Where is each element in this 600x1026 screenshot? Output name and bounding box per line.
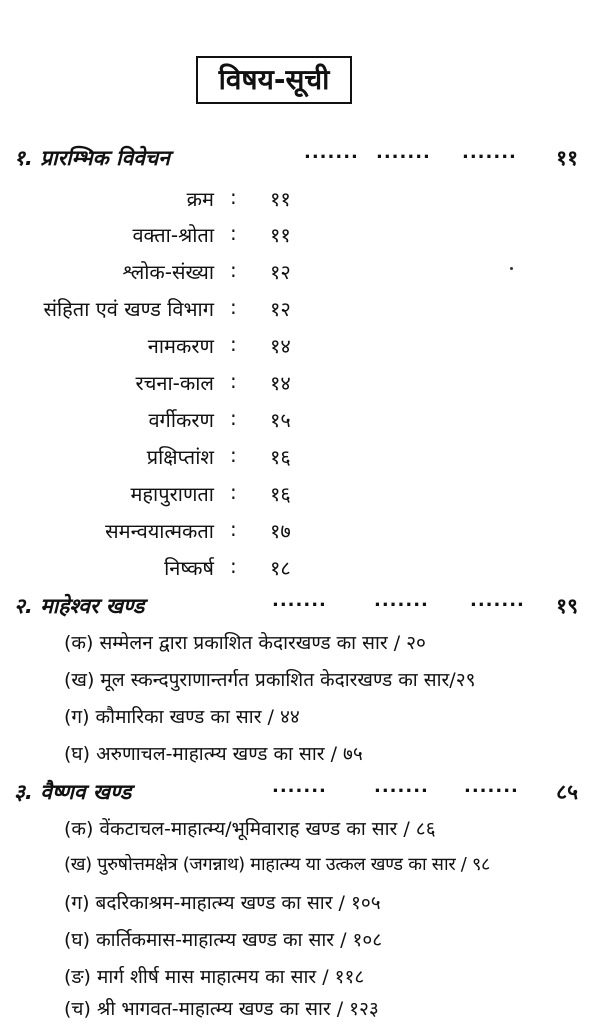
subitem-row: नामकरण : १४ — [147, 332, 291, 358]
section-2-page: १९ — [556, 594, 578, 618]
subitem-page: १४ — [270, 334, 291, 358]
subitem-label: रचना-काल — [135, 371, 214, 395]
subitem-row: समन्वयात्मकता : १७ — [105, 517, 291, 543]
subitem-row: संहिता एवं खण्ड विभाग : १२ — [43, 295, 291, 321]
leader-dots: ....... — [374, 776, 429, 797]
subitem-row: श्लोक-संख्या : १२ — [122, 258, 291, 284]
section-2-title: २. माहेश्वर खण्ड — [14, 594, 145, 618]
title-box — [196, 56, 352, 104]
section-2-heading — [0, 588, 600, 624]
subitem-page: ११ — [270, 223, 291, 247]
list-item: (ख) पुरुषोत्तमक्षेत्र (जगन्नाथ) माहात्म्य या उत्कल खण्ड का सार / ९८ — [64, 854, 491, 875]
page-title: विषय-सूची — [218, 63, 330, 96]
list-item: (ख) मूल स्कन्दपुराणान्तर्गत प्रकाशित केदारखण्ड का सार/२९ — [64, 669, 476, 691]
section-3-page: ८५ — [556, 780, 578, 804]
subitem-page: १८ — [270, 556, 291, 580]
leader-dots: ....... — [304, 142, 359, 163]
subitem-row: निष्कर्ष : १८ — [164, 554, 291, 580]
section-3-heading — [0, 774, 600, 810]
subitem-page: १६ — [270, 482, 291, 506]
leader-dots: ....... — [376, 142, 431, 163]
subitem-label: प्रक्षिप्तांश — [146, 445, 214, 469]
subitem-page: ११ — [270, 187, 291, 211]
section-1-title: १. प्रारम्भिक विवेचन — [14, 146, 170, 170]
list-item: (ङ) मार्ग शीर्ष मास माहात्मय का सार / ११८ — [64, 966, 365, 988]
subitem-page: १७ — [270, 519, 291, 543]
leader-dots: ....... — [464, 776, 519, 797]
subitem-label: नामकरण — [147, 334, 214, 358]
list-item: (ग) कौमारिका खण्ड का सार / ४४ — [64, 706, 300, 728]
leader-dots: ....... — [374, 590, 429, 611]
subitem-label: समन्वयात्मकता — [105, 519, 214, 543]
subitem-row: वर्गीकरण : १५ — [148, 406, 291, 432]
subitem-row: क्रम : ११ — [186, 185, 291, 211]
print-speck — [510, 267, 513, 270]
subitem-label: महापुराणता — [130, 482, 214, 506]
subitem-page: १२ — [270, 260, 291, 284]
list-item: (घ) अरुणाचल-माहात्म्य खण्ड का सार / ७५ — [64, 743, 363, 765]
section-3-title: ३. वैष्णव खण्ड — [14, 780, 132, 804]
leader-dots: ....... — [272, 590, 327, 611]
subitem-page: १५ — [270, 408, 291, 432]
subitem-row: प्रक्षिप्तांश : १६ — [146, 443, 291, 469]
section-1-page: ११ — [556, 146, 578, 170]
subitem-label: वर्गीकरण — [148, 408, 214, 432]
subitem-label: वक्ता-श्रोता — [132, 223, 214, 247]
subitem-label: निष्कर्ष — [164, 556, 214, 580]
list-item: (क) सम्मेलन द्वारा प्रकाशित केदारखण्ड का सार / २० — [64, 632, 426, 654]
subitem-page: १४ — [270, 371, 291, 395]
subitem-page: १२ — [270, 297, 291, 321]
subitem-row: रचना-काल : १४ — [135, 369, 291, 395]
list-item: (घ) कार्तिकमास-माहात्म्य खण्ड का सार / १०८ — [64, 929, 383, 951]
subitem-row: महापुराणता : १६ — [130, 480, 291, 506]
list-item: (च) श्री भागवत-माहात्म्य खण्ड का सार / १२३ — [64, 998, 379, 1020]
subitem-label: श्लोक-संख्या — [122, 260, 214, 284]
subitem-label: संहिता एवं खण्ड विभाग — [43, 297, 214, 321]
list-item: (ग) बदरिकाश्रम-माहात्म्य खण्ड का सार / १०५ — [64, 892, 381, 914]
section-1-heading — [0, 140, 600, 176]
leader-dots: ....... — [272, 776, 327, 797]
leader-dots: ....... — [462, 142, 517, 163]
subitem-page: १६ — [270, 445, 291, 469]
subitem-label: क्रम — [186, 187, 214, 211]
subitem-row: वक्ता-श्रोता : ११ — [132, 221, 291, 247]
leader-dots: ....... — [470, 590, 525, 611]
list-item: (क) वेंकटाचल-माहात्म्य/भूमिवाराह खण्ड का सार / ८६ — [64, 818, 436, 840]
